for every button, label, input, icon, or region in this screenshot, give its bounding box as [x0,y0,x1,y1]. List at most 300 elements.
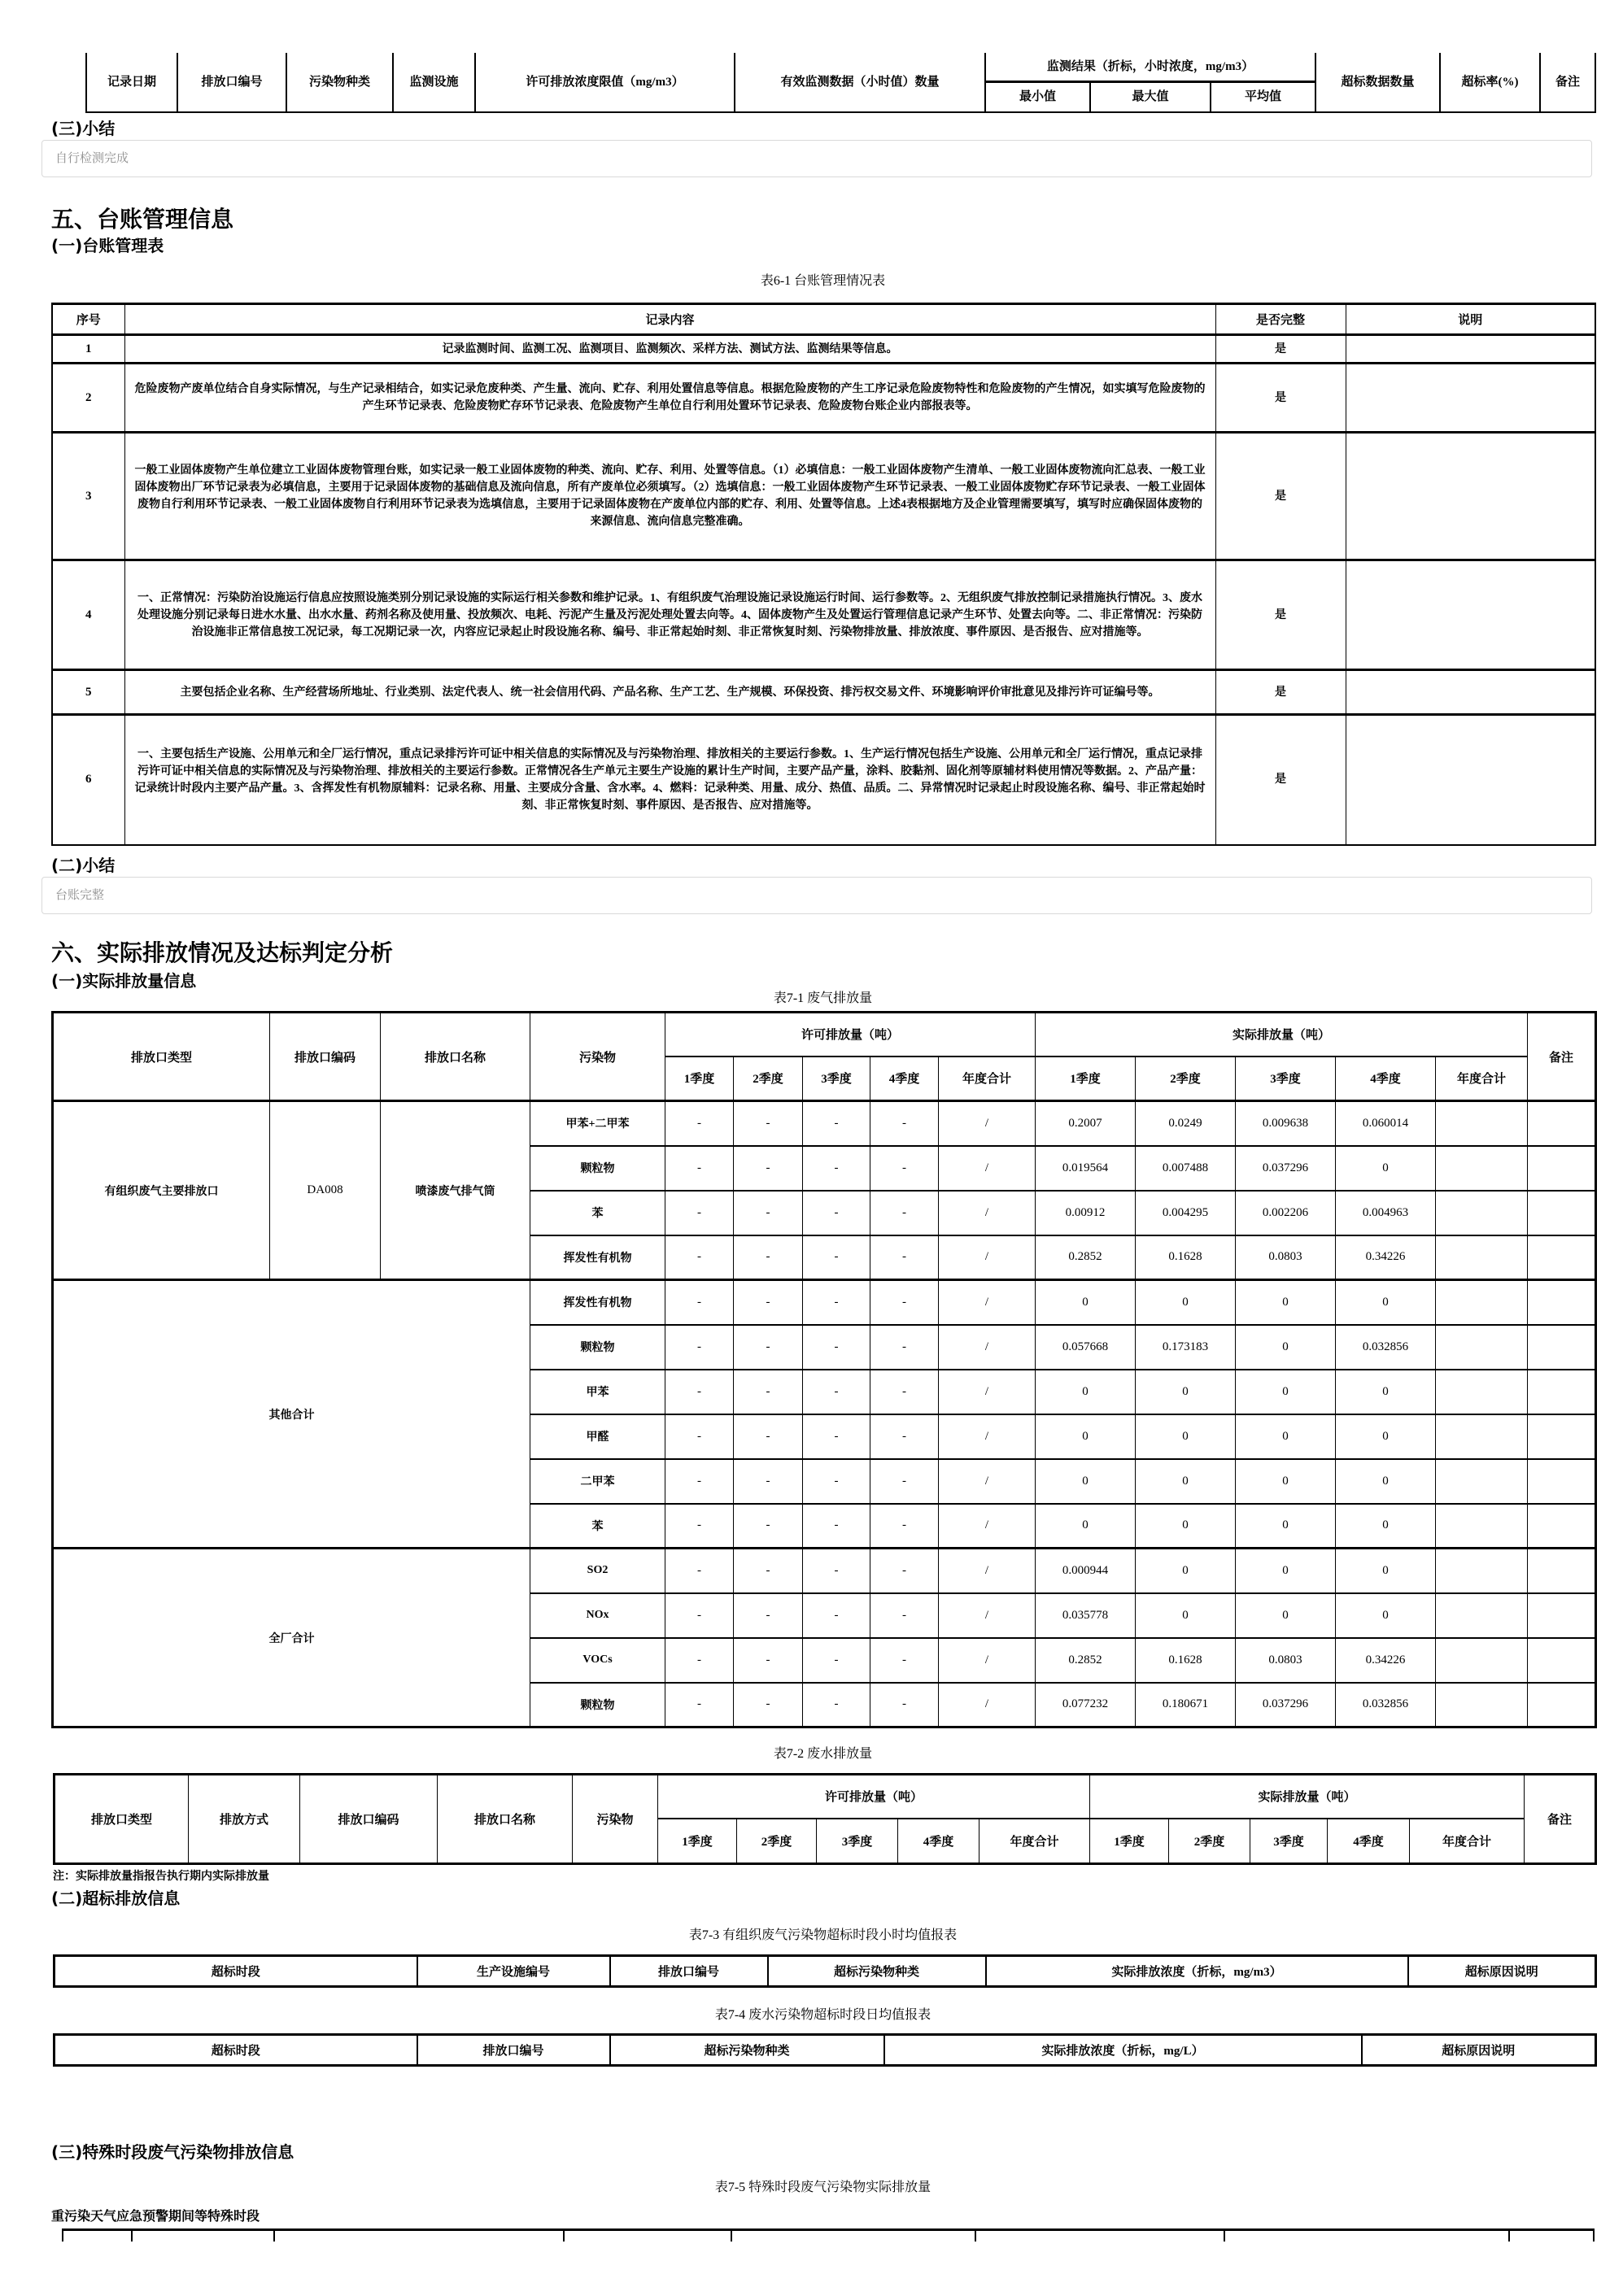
t71-actual-value [1436,1191,1528,1235]
t61-col-content: 记录内容 [124,304,1215,335]
water-exceed-table [53,2033,1597,2067]
t71-actual-q4: 4季度 [1336,1057,1436,1101]
t71-permit-value: - [665,1101,734,1146]
t71-outlet-code: DA008 [270,1101,381,1280]
t71-permit-value: - [870,1459,939,1504]
t72-col-outlet-name: 排放口名称 [438,1775,573,1864]
t71-permit-value: - [734,1280,803,1325]
t71-permit-value: - [665,1504,734,1549]
t71-permit-value: - [665,1414,734,1459]
t71-col-remark: 备注 [1528,1013,1596,1101]
t71-header-row1 [53,1013,1596,1057]
t71-permit-value: - [665,1146,734,1191]
t71-col-outlet-type: 排放口类型 [53,1013,270,1101]
t71-actual-value: 0 [1136,1370,1236,1414]
summary2-heading: (二)小结 [51,856,116,875]
t71-permit-value: - [870,1235,939,1280]
t71-permit-value: / [939,1191,1036,1235]
t74-col-period: 超标时段 [55,2035,417,2066]
t71-actual-value: 0.1628 [1136,1235,1236,1280]
t71-actual-value: 0.0803 [1236,1638,1336,1683]
col-min-value: 最小值 [985,81,1090,112]
ledger-table [51,303,1596,846]
t72-caption: 表7-2 废水排放量 [773,1747,873,1761]
t71-actual-value: 0.032856 [1336,1325,1436,1370]
water-emission-table [53,1773,1597,1865]
t71-col-outlet-code: 排放口编码 [270,1013,381,1101]
t61-col-no: 序号 [52,304,124,335]
t71-actual-value: 0.004963 [1336,1191,1436,1235]
t73-header-row [55,1956,1596,1987]
t71-actual-value: 0 [1336,1280,1436,1325]
t71-permit-value: - [803,1325,870,1370]
t71-row [53,1280,1596,1325]
t61-row-note [1346,670,1595,715]
t71-actual-value: 0.180671 [1136,1683,1236,1727]
t71-permit-value: - [803,1414,870,1459]
t61-row-complete: 是 [1215,670,1346,715]
t71-actual-value: 0 [1136,1593,1236,1638]
t74-col-pollutant-type: 超标污染物种类 [610,2035,884,2066]
special-heading: (三)特殊时段废气污染物排放信息 [51,2142,294,2162]
t61-row-note [1346,335,1595,364]
t71-remark-value [1528,1414,1596,1459]
t71-pollutant-cell: 甲苯 [530,1370,665,1414]
t71-permit-value: - [870,1638,939,1683]
t71-actual-value: 0 [1136,1280,1236,1325]
t71-actual-value [1436,1549,1528,1593]
t73-col-actual-conc: 实际排放浓度（折标，mg/m3） [986,1956,1408,1987]
t61-row-no: 6 [52,715,124,845]
t71-col-outlet-name: 排放口名称 [381,1013,530,1101]
t72-actual-q2: 2季度 [1169,1819,1250,1864]
t71-remark-value [1528,1459,1596,1504]
t71-actual-value: 0 [1236,1593,1336,1638]
t71-body [53,1101,1596,1727]
t71-pollutant-cell: VOCs [530,1638,665,1683]
t71-remark-value [1528,1593,1596,1638]
t61-row-complete: 是 [1215,715,1346,845]
t71-permit-value: / [939,1593,1036,1638]
t71-actual-value: 0.057668 [1036,1325,1136,1370]
t71-actual-value: 0.00912 [1036,1191,1136,1235]
t71-actual-value [1436,1370,1528,1414]
col-exceed-count: 超标数据数量 [1315,53,1440,112]
t71-actual-year-total: 年度合计 [1436,1057,1528,1101]
t72-permit-q1: 1季度 [658,1819,737,1864]
t71-permit-value: - [665,1191,734,1235]
t71-permit-value: - [803,1370,870,1414]
t71-actual-value: 0.000944 [1036,1549,1136,1593]
t71-permit-value: - [665,1459,734,1504]
t72-permit-q3: 3季度 [817,1819,898,1864]
t71-permit-value: - [803,1638,870,1683]
table-row [52,364,1595,433]
t71-actual-value: 0.0249 [1136,1101,1236,1146]
table-row [52,715,1595,845]
t61-caption: 表6-1 台账管理情况表 [760,274,886,288]
t71-actual-value: 0.2852 [1036,1235,1136,1280]
t71-permit-value: / [939,1101,1036,1146]
t71-pollutant-cell: NOx [530,1593,665,1638]
col-monitor-facility: 监测设施 [393,53,475,112]
t71-actual-group: 实际排放量（吨） [1036,1013,1528,1057]
t61-row-no: 1 [52,335,124,364]
col-exceed-rate: 超标率(%) [1440,53,1540,112]
col-outlet-no: 排放口编号 [177,53,286,112]
t71-caption: 表7-1 废气排放量 [773,991,873,1005]
t71-permit-value: - [870,1593,939,1638]
section5-sub: (一)台账管理表 [51,236,164,255]
t71-actual-value: 0 [1236,1325,1336,1370]
t71-permit-value: - [665,1235,734,1280]
t71-permit-value: - [870,1683,939,1727]
t71-actual-value [1436,1280,1528,1325]
t74-col-actual-conc: 实际排放浓度（折标，mg/L） [884,2035,1362,2066]
t71-actual-value [1436,1504,1528,1549]
col-result-group: 监测结果（折标，小时浓度，mg/m3） [985,53,1315,81]
t71-permit-value: - [803,1459,870,1504]
t61-row-content: 危险废物产废单位结合自身实际情况，与生产记录相结合，如实记录危废种类、产生量、流向、贮存、利用处置信息等信息。根据危险废物的产生工序记录危险废物特性和危险废物的产生情况，如实填写危险废物的产生环节记录表、危险废物贮存环节记录表、危险废物产生单位自行利用处置环节记录表、危险废物台账企业内部报表等。 [124,364,1215,433]
t71-permit-value: / [939,1146,1036,1191]
table-row [52,560,1595,670]
t71-actual-value: 0 [1336,1504,1436,1549]
t71-actual-value: 0.007488 [1136,1146,1236,1191]
t71-actual-value: 0.0803 [1236,1235,1336,1280]
t71-remark-value [1528,1504,1596,1549]
t71-actual-value: 0.34226 [1336,1638,1436,1683]
t71-permit-value: - [870,1146,939,1191]
t71-actual-value: 0 [1336,1549,1436,1593]
t71-actual-value: 0 [1136,1414,1236,1459]
t71-permit-value: - [665,1325,734,1370]
t71-permit-value: - [803,1280,870,1325]
t71-actual-value: 0 [1236,1280,1336,1325]
t61-row-content: 一、主要包括生产设施、公用单元和全厂运行情况，重点记录排污许可证中相关信息的实际情况及与污染物治理、排放相关的主要运行参数。1、生产运行情况包括生产设施、公用单元和全厂运行情况，重点记录排污许可证中相关信息的实际情况及与污染物治理、排放相关的主要运行参数。正常情况各生产单元主要生产设施的累计生产时间，主要产品产量，涂料、胶黏剂、固化剂等原辅材料使用情况等数据。2、产品产量：记录统计时段内主要产品产量。3、含挥发性有机物原辅料：记录名称、用量、主要成分含量、含水率。4、燃料：记录种类、用量、成分、热值、品质。二、异常情况时记录起止时段设施名称、编号、非正常起始时刻、非正常恢复时刻、事件原因、是否报告、应对措施等。 [124,715,1215,845]
t71-permit-value: - [870,1325,939,1370]
t72-permit-q4: 4季度 [898,1819,979,1864]
summary3-text: 自行检测完成 [55,152,129,165]
t71-actual-value: 0 [1236,1504,1336,1549]
t71-permit-value: - [734,1459,803,1504]
t71-permit-value: - [734,1325,803,1370]
t71-actual-value: 0 [1336,1146,1436,1191]
t73-caption: 表7-3 有组织废气污染物超标时段小时均值报表 [688,1928,958,1942]
t71-permit-value: - [665,1683,734,1727]
t73-col-pollutant-type: 超标污染物种类 [768,1956,986,1987]
t71-permit-value: - [734,1593,803,1638]
t71-permit-group: 许可排放量（吨） [665,1013,1036,1057]
t71-actual-value: 0 [1236,1370,1336,1414]
t71-actual-value: 0 [1036,1459,1136,1504]
t71-pollutant-cell: 颗粒物 [530,1683,665,1727]
t71-actual-value [1436,1414,1528,1459]
t71-pollutant-cell: 苯 [530,1504,665,1549]
t71-actual-value: 0 [1036,1280,1136,1325]
t71-actual-value: 0.077232 [1036,1683,1136,1727]
t71-permit-value: - [870,1191,939,1235]
t71-remark-value [1528,1101,1596,1146]
t72-col-outlet-type: 排放口类型 [55,1775,189,1864]
t71-permit-value: - [803,1191,870,1235]
t61-row-no: 5 [52,670,124,715]
exceed-heading: (二)超标排放信息 [51,1889,181,1908]
t71-actual-value: 0 [1336,1414,1436,1459]
t71-actual-value: 0 [1036,1414,1136,1459]
t72-actual-group: 实际排放量（吨） [1090,1775,1525,1819]
t71-permit-value: - [803,1235,870,1280]
t71-permit-value: / [939,1459,1036,1504]
t71-permit-value: - [734,1191,803,1235]
t71-actual-q3: 3季度 [1236,1057,1336,1101]
t71-permit-value: - [803,1683,870,1727]
t61-row-note [1346,560,1595,670]
t71-permit-q2: 2季度 [734,1057,803,1101]
t71-remark-value [1528,1191,1596,1235]
t71-remark-value [1528,1325,1596,1370]
t72-permit-year-total: 年度合计 [979,1819,1090,1864]
t61-col-note: 说明 [1346,304,1595,335]
t71-permit-value: - [665,1593,734,1638]
t72-col-discharge-mode: 排放方式 [189,1775,300,1864]
t71-actual-value: 0 [1236,1414,1336,1459]
t75-caption: 表7-5 特殊时段废气污染物实际排放量 [714,2181,931,2194]
t71-pollutant-cell: 颗粒物 [530,1325,665,1370]
t71-permit-value: / [939,1549,1036,1593]
t71-pollutant-cell: 苯 [530,1191,665,1235]
t71-actual-value [1436,1683,1528,1727]
t71-row [53,1101,1596,1146]
t73-col-reason: 超标原因说明 [1408,1956,1596,1987]
t71-actual-value: 0.2852 [1036,1638,1136,1683]
t71-permit-value: - [734,1101,803,1146]
col-max-value: 最大值 [1090,81,1211,112]
t73-col-outlet-no: 排放口编号 [610,1956,768,1987]
t71-permit-value: / [939,1683,1036,1727]
t71-remark-value [1528,1235,1596,1280]
col-valid-data-count: 有效监测数据（小时值）数量 [735,53,985,112]
t71-pollutant-cell: 挥发性有机物 [530,1280,665,1325]
t71-actual-value [1436,1101,1528,1146]
t71-actual-value: 0 [1236,1459,1336,1504]
t71-actual-value: 0.009638 [1236,1101,1336,1146]
t71-permit-value: - [803,1593,870,1638]
t71-actual-value: 0.1628 [1136,1638,1236,1683]
t71-permit-value: - [803,1146,870,1191]
t71-permit-value: - [665,1370,734,1414]
t74-col-reason: 超标原因说明 [1362,2035,1596,2066]
t71-permit-value: / [939,1235,1036,1280]
t71-actual-value [1436,1638,1528,1683]
t71-permit-value: - [734,1146,803,1191]
t61-row-complete: 是 [1215,335,1346,364]
t71-permit-value: / [939,1370,1036,1414]
t71-pollutant-cell: 二甲苯 [530,1459,665,1504]
t61-row-no: 4 [52,560,124,670]
t72-permit-q2: 2季度 [737,1819,817,1864]
t72-actual-q3: 3季度 [1250,1819,1328,1864]
t72-actual-q1: 1季度 [1090,1819,1169,1864]
summary2-text: 台账完整 [55,889,105,902]
t71-actual-value [1436,1146,1528,1191]
t71-actual-value: 0.173183 [1136,1325,1236,1370]
col-remark: 备注 [1540,53,1595,112]
t71-permit-value: - [870,1101,939,1146]
t71-permit-value: - [803,1549,870,1593]
t72-permit-group: 许可排放量（吨） [658,1775,1090,1819]
t61-row-content: 主要包括企业名称、生产经营场所地址、行业类别、法定代表人、统一社会信用代码、产品名称、生产工艺、生产规模、环保投资、排污权交易文件、环境影响评价审批意见及排污许可证编号等。 [124,670,1215,715]
gas-exceed-table [53,1954,1597,1988]
t72-col-pollutant: 污染物 [573,1775,658,1864]
col-permit-limit: 许可排放浓度限值（mg/m3） [475,53,735,112]
t72-actual-year-total: 年度合计 [1410,1819,1525,1864]
t61-row-note [1346,364,1595,433]
t72-header-row1 [55,1775,1596,1819]
t71-group-label: 全厂合计 [53,1549,530,1727]
t71-actual-value: 0 [1036,1370,1136,1414]
col-pollutant-type: 污染物种类 [286,53,393,112]
t61-row-note [1346,715,1595,845]
t71-permit-value: - [665,1638,734,1683]
t74-col-outlet-no: 排放口编号 [417,2035,610,2066]
t71-permit-value: - [734,1504,803,1549]
t71-actual-value: 0.2007 [1036,1101,1136,1146]
t71-permit-value: - [665,1280,734,1325]
t71-actual-value [1436,1593,1528,1638]
t71-permit-value: - [734,1638,803,1683]
t71-actual-value: 0 [1036,1504,1136,1549]
section6-title: 六、实际排放情况及达标判定分析 [51,939,394,966]
t61-row-no: 3 [52,433,124,560]
section5-title: 五、台账管理信息 [51,206,234,233]
t71-permit-value: - [734,1683,803,1727]
col-avg-value: 平均值 [1211,81,1315,112]
t71-remark-value [1528,1370,1596,1414]
t71-permit-value: / [939,1280,1036,1325]
t72-actual-q4: 4季度 [1328,1819,1410,1864]
t61-row-content: 一、正常情况：污染防治设施运行信息应按照设施类别分别记录设施的实际运行相关参数和维护记录。1、有组织废气治理设施记录设施运行时间、运行参数等。2、无组织废气排放控制记录措施执行情况。3、废水处理设施分别记录每日进水水量、出水水量、药剂名称及使用量、投放频次、电耗、污泥产生量及污泥处理处置去向等。4、固体废物产生及处置运行管理信息记录产生环节、处置去向等。二、非正常情况：污染防治设施非正常信息按工况记录，每工况期记录一次，内容应记录起止时段设施名称、编号、非正常起始时刻、非正常恢复时刻、污染物排放量、排放浓度、事件原因、是否报告、应对措施等。 [124,560,1215,670]
t71-permit-year-total: 年度合计 [939,1057,1036,1101]
t71-pollutant-cell: SO2 [530,1549,665,1593]
t71-permit-value: / [939,1504,1036,1549]
t71-actual-value: 0.037296 [1236,1683,1336,1727]
t71-permit-value: - [870,1280,939,1325]
t71-permit-q4: 4季度 [870,1057,939,1101]
summary3-input[interactable] [41,140,1592,177]
t71-permit-value: - [665,1549,734,1593]
summary2-input[interactable] [41,877,1592,914]
col-record-date: 记录日期 [86,53,177,112]
table-row [52,335,1595,364]
t71-permit-value: - [803,1101,870,1146]
t71-actual-value: 0.035778 [1036,1593,1136,1638]
t61-col-complete: 是否完整 [1215,304,1346,335]
t75-table-stub [62,2228,1595,2243]
t71-permit-value: - [870,1414,939,1459]
t71-outlet-type: 有组织废气主要排放口 [53,1101,270,1280]
t71-actual-value: 0.004295 [1136,1191,1236,1235]
t71-actual-value: 0 [1136,1504,1236,1549]
t71-pollutant-cell: 甲苯+二甲苯 [530,1101,665,1146]
t61-row-note [1346,433,1595,560]
t61-row-content: 记录监测时间、监测工况、监测项目、监测频次、采样方法、测试方法、监测结果等信息。 [124,335,1215,364]
t61-row-complete: 是 [1215,560,1346,670]
summary3-heading: (三)小结 [51,119,116,138]
t71-permit-value: / [939,1414,1036,1459]
gas-emission-table [51,1011,1597,1728]
t71-actual-value: 0 [1136,1549,1236,1593]
t71-permit-q3: 3季度 [803,1057,870,1101]
section6-sub1: (一)实际排放量信息 [51,971,197,991]
t71-pollutant-cell: 挥发性有机物 [530,1235,665,1280]
t71-actual-value: 0.34226 [1336,1235,1436,1280]
table-row [52,433,1595,560]
t71-actual-value [1436,1235,1528,1280]
t71-actual-value: 0 [1336,1370,1436,1414]
t71-actual-q2: 2季度 [1136,1057,1236,1101]
t71-actual-value: 0.037296 [1236,1146,1336,1191]
t71-actual-value: 0 [1136,1459,1236,1504]
t71-permit-value: / [939,1638,1036,1683]
t74-caption: 表7-4 废水污染物超标时段日均值报表 [714,2008,931,2022]
t61-row-no: 2 [52,364,124,433]
t71-remark-value [1528,1280,1596,1325]
t61-row-content: 一般工业固体废物产生单位建立工业固体废物管理台账，如实记录一般工业固体废物的种类、流向、贮存、利用、处置等信息。（1）必填信息：一般工业固体废物产生清单、一般工业固体废物流向汇总表、一般工业固体废物出厂环节记录表为必填信息，主要用于记录固体废物的基础信息及流向信息，所有产废单位必须填写。（2）选填信息：一般工业固体废物产生环节记录表、一般工业固体废物贮存环节记录表、一般工业固体废物自行利用环节记录表、一般工业固体废物自行利用环节记录表为选填信息，主要用于记录固体废物在产废单位内部的贮存、利用、处置等信息。上述4表根据地方及企业管理需要填写，填写时应确保固体废物的来源信息、流向信息完整准确。 [124,433,1215,560]
t71-actual-value [1436,1325,1528,1370]
t71-row [53,1549,1596,1593]
t71-actual-value: 0 [1236,1549,1336,1593]
t71-permit-value: / [939,1325,1036,1370]
t71-actual-value: 0.060014 [1336,1101,1436,1146]
t73-col-facility-no: 生产设施编号 [417,1956,610,1987]
t71-permit-value: - [803,1504,870,1549]
t71-outlet-name: 喷漆废气排气筒 [381,1101,530,1280]
t72-col-remark: 备注 [1525,1775,1596,1864]
t61-header-row [52,304,1595,335]
t71-actual-value [1436,1459,1528,1504]
t71-permit-value: - [734,1370,803,1414]
t71-pollutant-cell: 颗粒物 [530,1146,665,1191]
t71-actual-value: 0.019564 [1036,1146,1136,1191]
t72-note: 注：实际排放量指报告执行期内实际排放量 [53,1871,269,1883]
t71-permit-value: - [734,1414,803,1459]
t71-permit-q1: 1季度 [665,1057,734,1101]
t71-actual-value: 0.002206 [1236,1191,1336,1235]
t71-actual-q1: 1季度 [1036,1057,1136,1101]
t75-label: 重污染天气应急预警期间等特殊时段 [51,2208,260,2224]
t71-remark-value [1528,1638,1596,1683]
t71-permit-value: - [870,1504,939,1549]
t71-permit-value: - [734,1549,803,1593]
t71-remark-value [1528,1146,1596,1191]
monitoring-result-table [85,53,1596,113]
t71-actual-value: 0 [1336,1593,1436,1638]
t71-actual-value: 0 [1336,1459,1436,1504]
t72-col-outlet-code: 排放口编码 [300,1775,438,1864]
t71-remark-value [1528,1549,1596,1593]
t74-header-row [55,2035,1596,2066]
t71-col-pollutant: 污染物 [530,1013,665,1101]
t73-col-period: 超标时段 [55,1956,417,1987]
t61-row-complete: 是 [1215,433,1346,560]
t71-pollutant-cell: 甲醛 [530,1414,665,1459]
t61-row-complete: 是 [1215,364,1346,433]
t71-actual-value: 0.032856 [1336,1683,1436,1727]
t71-remark-value [1528,1683,1596,1727]
table-row [52,670,1595,715]
t71-permit-value: - [870,1370,939,1414]
t71-permit-value: - [734,1235,803,1280]
